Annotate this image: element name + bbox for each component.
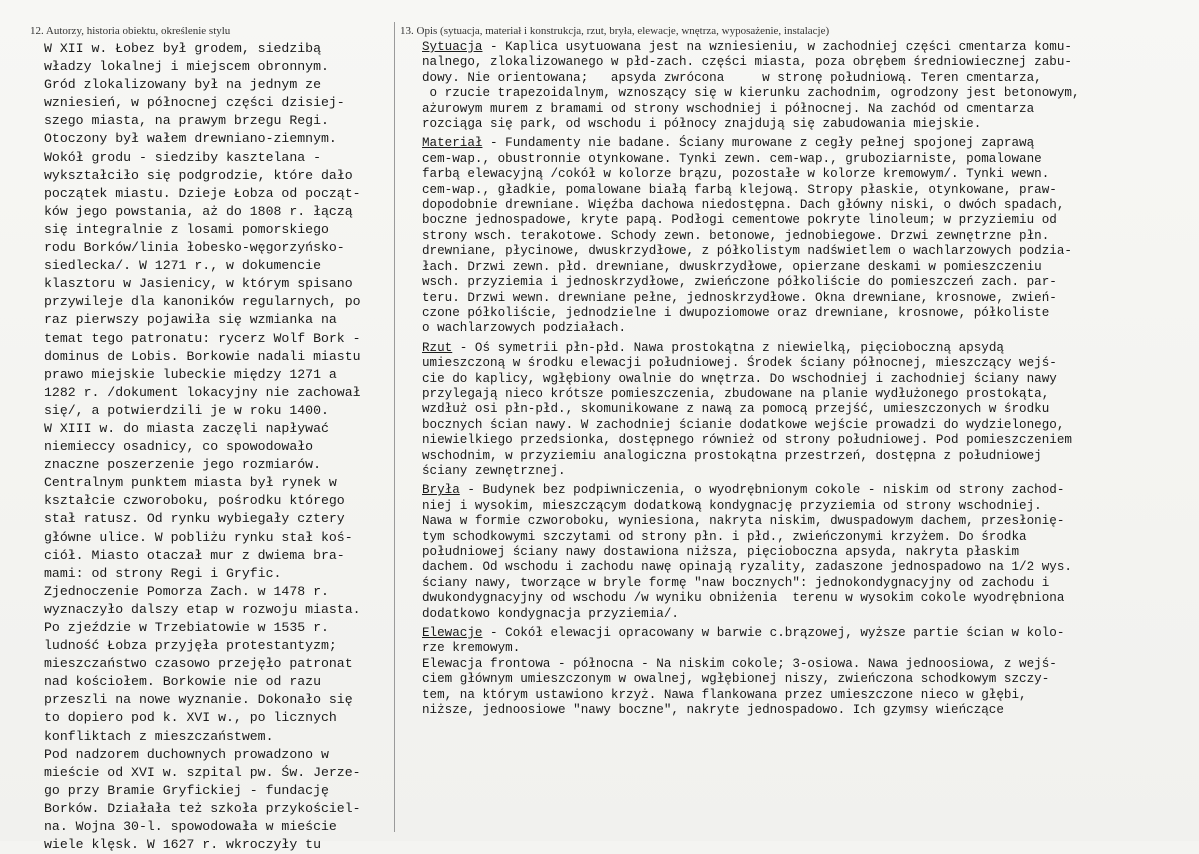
- section-line: dwukondygnacyjny od wschodu /w wyniku obniżenia terenu w wysokim cokole wyodrębniona: [422, 591, 1065, 606]
- history-line: Otoczony był wałem drewniano-ziemnym.: [44, 131, 337, 147]
- history-line: siedlecka/. W 1271 r., w dokumencie: [44, 258, 321, 274]
- history-text: [30, 40, 392, 854]
- section-first-line: [422, 341, 1160, 356]
- section-line: ciem głównym umieszczonym w owalnej, wgłębionej niszy, zwieńczona schodkowym szczy-: [422, 672, 1050, 687]
- history-line: Borków. Działała też szkoła przykościel-: [44, 800, 361, 816]
- section-line-text: - Oś symetrii płn-płd. Nawa prostokątna z niewielką, pięcioboczną apsydą: [452, 340, 1004, 355]
- section-line: tym schodkowymi szczytami od strony płn. i płd., zwieńczonymi krzyżem. Do środka: [422, 529, 1027, 544]
- history-line: W XIII w. do miasta zaczęli napływać: [44, 420, 329, 436]
- history-line: nad kościołem. Borkowie nie od razu: [44, 674, 321, 690]
- history-line: Pod nadzorem duchownych prowadzono w: [44, 746, 329, 762]
- section-line: przylegają nieco krótsze pomieszczenia, zbudowane na planie wydłużonego prostokąta,: [422, 386, 1050, 401]
- history-line: to dopiero pod k. XVI w., po licznych: [44, 710, 337, 726]
- history-line: Zjednoczenie Pomorza Zach. w 1478 r.: [44, 583, 329, 599]
- section-line-text: - Kaplica usytuowana jest na wzniesieniu, w zachodniej części cmentarza komu-: [482, 40, 1072, 54]
- history-line: wyznaczyło dalszy etap w rozwoju miasta.: [44, 601, 361, 617]
- section-first-line: [422, 626, 1160, 641]
- history-line: przywileje dla kanoników regularnych, po: [44, 294, 361, 310]
- history-line: temat tego patronatu: rycerz Wolf Bork -: [44, 330, 361, 346]
- section-line: południowej ściany nawy dostawiona niższa, pięcioboczna apsyda, nakryta płaskim: [422, 545, 1020, 559]
- section-13-heading: 13. Opis (sytuacja, materiał i konstrukcja, rzut, bryła, elewacje, wnętrza, wyposażenie, instalacje): [400, 25, 830, 37]
- section-line: o rzucie trapezoidalnym, wznoszący się w kierunku zachodnim, ogrodzony jest betonowym,: [422, 86, 1080, 101]
- history-line: Centralnym punktem miasta był rynek w: [44, 475, 337, 491]
- section-line: dowy. Nie orientowana; apsyda zwrócona w stronę południową. Teren cmentarza,: [422, 70, 1042, 85]
- history-line: znaczne poszerzenie jego rozmiarów.: [44, 457, 321, 473]
- section-line: ściany nawy, tworzące w bryle formę "naw bocznych": jednokondygnacyjny od zachodu i: [422, 575, 1050, 590]
- section-line: łach. Drzwi zewn. płd. drewniane, dwuskrzydłowe, opierzane deskami w pomieszczeniu: [422, 259, 1042, 274]
- section-line: umieszczoną w środku elewacji południowej. Środek ściany północnej, mieszczący wejś-: [422, 356, 1057, 371]
- history-line: niemieccy osadnicy, co spowodowało: [44, 439, 314, 455]
- section-line: rze kremowym.: [422, 641, 521, 656]
- section-line: niższe, jednoosiowe "nawy boczne", nakryte jednospadowo. Ich gzymsy wieńczące: [422, 703, 1004, 718]
- section-line: wzdłuż osi płn-płd., skomunikowane z nawą za pomocą przejść, umieszczonych w środku: [422, 402, 1050, 417]
- history-line: władzy lokalnej i miejscem obronnym.: [44, 59, 329, 75]
- section-line: niewielkiego przedsionka, dostępnego również od strony południowej. Pod pomieszczeniem: [422, 433, 1072, 448]
- history-line: Gród zlokalizowany był na jednym ze: [44, 77, 321, 93]
- section-12-history: [30, 24, 392, 853]
- history-line: się integralnie z losami pomorskiego: [44, 221, 329, 237]
- section-label: Materiał: [422, 136, 483, 151]
- history-line: klasztoru w Jasienicy, w którym spisano: [44, 276, 353, 292]
- section-label: Sytuacja: [422, 40, 483, 54]
- section-line: cem-wap., gładkie, pomalowane białą farbą klejową. Stropy płaskie, otynkowane, praw-: [422, 182, 1057, 197]
- history-line: dominus de Lobis. Borkowie nadali miastu: [44, 348, 361, 364]
- section-line: teru. Drzwi wewn. drewniane pełne, jednoskrzydłowe. Okna drewniane, krosnowe, zwień-: [422, 290, 1057, 305]
- section-line-text: - Fundamenty nie badane. Ściany murowane z cegły pełnej spojonej zaprawą: [482, 136, 1035, 151]
- section-line: wsch. przyziemia i jednoskrzydłowe, zwieńczone półkoliście do pomieszczeń zach. par-: [422, 275, 1057, 290]
- section-label: Bryła: [422, 483, 460, 498]
- section-line: boczne jednospadowe, kryte papą. Podłogi cementowe pokryte linoleum; w przyziemiu od: [422, 213, 1057, 228]
- history-line: Po zjeździe w Trzebiatowie w 1535 r.: [44, 620, 329, 635]
- section-line: bocznych ścian nawy. W zachodniej ścianie dodatkowe wejście prowadzi do wydzielonego,: [422, 417, 1065, 432]
- section-line: cem-wap., obustronnie otynkowane. Tynki zewn. cem-wap., gruboziarniste, pomalowane: [422, 151, 1042, 166]
- section-line: ściany zewnętrznej.: [422, 463, 566, 478]
- history-line: mieście od XVI w. szpital pw. Św. Jerze-: [44, 764, 361, 780]
- section-line: nalnego, zlokalizowanego w płd-zach. części miasta, poza obrębem średniowiecznej zabu-: [422, 55, 1072, 70]
- history-line: początek miastu. Dzieje Łobza od począt-: [44, 185, 361, 201]
- section-13-description: [400, 24, 1160, 824]
- description-section: [422, 136, 1160, 336]
- history-line: wiele klęsk. W 1627 r. wkroczyły tu: [44, 837, 321, 853]
- history-line: wykształciło się podgrodzie, które dało: [44, 167, 353, 183]
- history-line: kształcie czworoboku, pośrodku którego: [44, 493, 345, 509]
- description-text: [400, 40, 1160, 718]
- section-label: Elewacje: [422, 626, 483, 641]
- section-line: dopodobnie drewniane. Więźba dachowa niedostępna. Dach główny niski, o dwóch spadach,: [422, 198, 1065, 213]
- section-line: o wachlarzowych podziałach.: [422, 321, 627, 336]
- section-line: czone półkoliście, jednodzielne i dwupoziomowe oraz drewniane, krosnowe, półkoliste: [422, 305, 1050, 320]
- history-line: przeszli na nowe wyznanie. Dokonało się: [44, 692, 353, 708]
- history-line: stał ratusz. Od rynku wybiegały cztery: [44, 511, 345, 527]
- section-line: farbą elewacyjną /cokół w kolorze brązu, pozostałe w kolorze kremowym/. Tynki wewn.: [422, 167, 1050, 182]
- column-divider: [394, 22, 395, 832]
- description-section: [422, 40, 1160, 132]
- history-line: Wokół grodu - siedziby kasztelana -: [44, 149, 321, 165]
- history-line: na. Wojna 30-l. spowodowała w mieście: [44, 819, 337, 835]
- section-line: drewniane, płycinowe, dwuskrzydłowe, z półkolistym nadświetlem o wachlarzowych podzia-: [422, 244, 1072, 259]
- section-first-line: [422, 136, 1160, 151]
- section-line: dachem. Od wschodu i zachodu nawę opinają ryzality, zadaszone jednospadowo na 1/2 wys.: [422, 560, 1072, 575]
- history-line: ciół. Miasto otaczał mur z dwiema bra-: [44, 547, 345, 563]
- description-section: [422, 341, 1160, 480]
- section-line-text: - Budynek bez podpiwniczenia, o wyodrębnionym cokole - niskim od strony zachod-: [459, 483, 1065, 498]
- history-line: prawo miejskie lubeckie między 1271 a: [44, 366, 337, 382]
- section-line: ażurowym murem z bramami od strony wschodniej i północnej. Na zachód od cmentarza: [422, 101, 1035, 116]
- history-line: mieszczaństwo czasowo przejęło patronat: [44, 656, 353, 672]
- section-first-line: [422, 40, 1160, 55]
- section-line-text: - Cokół elewacji opracowany w barwie c.brązowej, wyższe partie ścian w kolo-: [482, 626, 1065, 641]
- history-line: ków jego powstania, aż do 1808 r. łączą: [44, 203, 353, 219]
- history-line: konfliktach z mieszczaństwem.: [44, 728, 274, 744]
- section-12-heading: 12. Autorzy, historia obiektu, określenie stylu: [30, 25, 231, 37]
- section-line: niej i wysokim, mieszczącym dodatkową kondygnację przyziemia od strony wschodniej.: [422, 498, 1042, 513]
- history-line: go przy Bramie Gryfickiej - fundację: [44, 782, 329, 798]
- history-line: raz pierwszy pojawiła się wzmianka na: [44, 312, 337, 328]
- description-section: [422, 626, 1160, 718]
- history-line: się/, a potwierdzili je w roku 1400.: [44, 402, 329, 418]
- section-label: Rzut: [422, 340, 453, 355]
- history-line: ludność Łobza przyjęła protestantyzm;: [44, 638, 337, 654]
- section-line: dodatkowo kondygnacja przyziemia/.: [422, 606, 679, 621]
- description-section: [422, 483, 1160, 622]
- history-line: W XII w. Łobez był grodem, siedzibą: [44, 41, 321, 56]
- section-first-line: [422, 483, 1160, 498]
- history-line: mami: od strony Regi i Gryfic.: [44, 565, 282, 581]
- section-line: Nawa w formie czworoboku, wyniesiona, nakryta niskim, dwuspadowym dachem, przesłonię-: [422, 514, 1065, 529]
- history-line: wzniesień, w północnej części dzisiej-: [44, 95, 345, 111]
- section-line: strony wsch. terakotowe. Schody zewn. betonowe, jednobiegowe. Drzwi zewnętrzne płn.: [422, 228, 1050, 243]
- section-line: rozciąga się park, od wschodu i północy znajdują się zabudowania miejskie.: [422, 117, 982, 132]
- section-line: cie do kaplicy, wgłębiony owalnie do wnętrza. Do wschodniej i zachodniej ściany nawy: [422, 371, 1057, 386]
- history-line: szego miasta, na prawym brzegu Regi.: [44, 113, 329, 129]
- history-line: rodu Borków/linia łobesko-węgorzyńsko-: [44, 240, 345, 256]
- history-line: główne ulice. W pobliżu rynku stał koś-: [44, 529, 353, 545]
- history-line: 1282 r. /dokument lokacyjny nie zachował: [44, 384, 361, 400]
- section-line: wschodnim, w przyziemiu analogiczna prostokątna przestrzeń, dostępna z południowej: [422, 448, 1042, 463]
- section-line: Elewacja frontowa - północna - Na niskim cokole; 3-osiowa. Nawa jednoosiowa, z wejś-: [422, 656, 1057, 671]
- section-line: tem, na którym ustawiono krzyż. Nawa flankowana przez umieszczone nieco w głębi,: [422, 687, 1027, 702]
